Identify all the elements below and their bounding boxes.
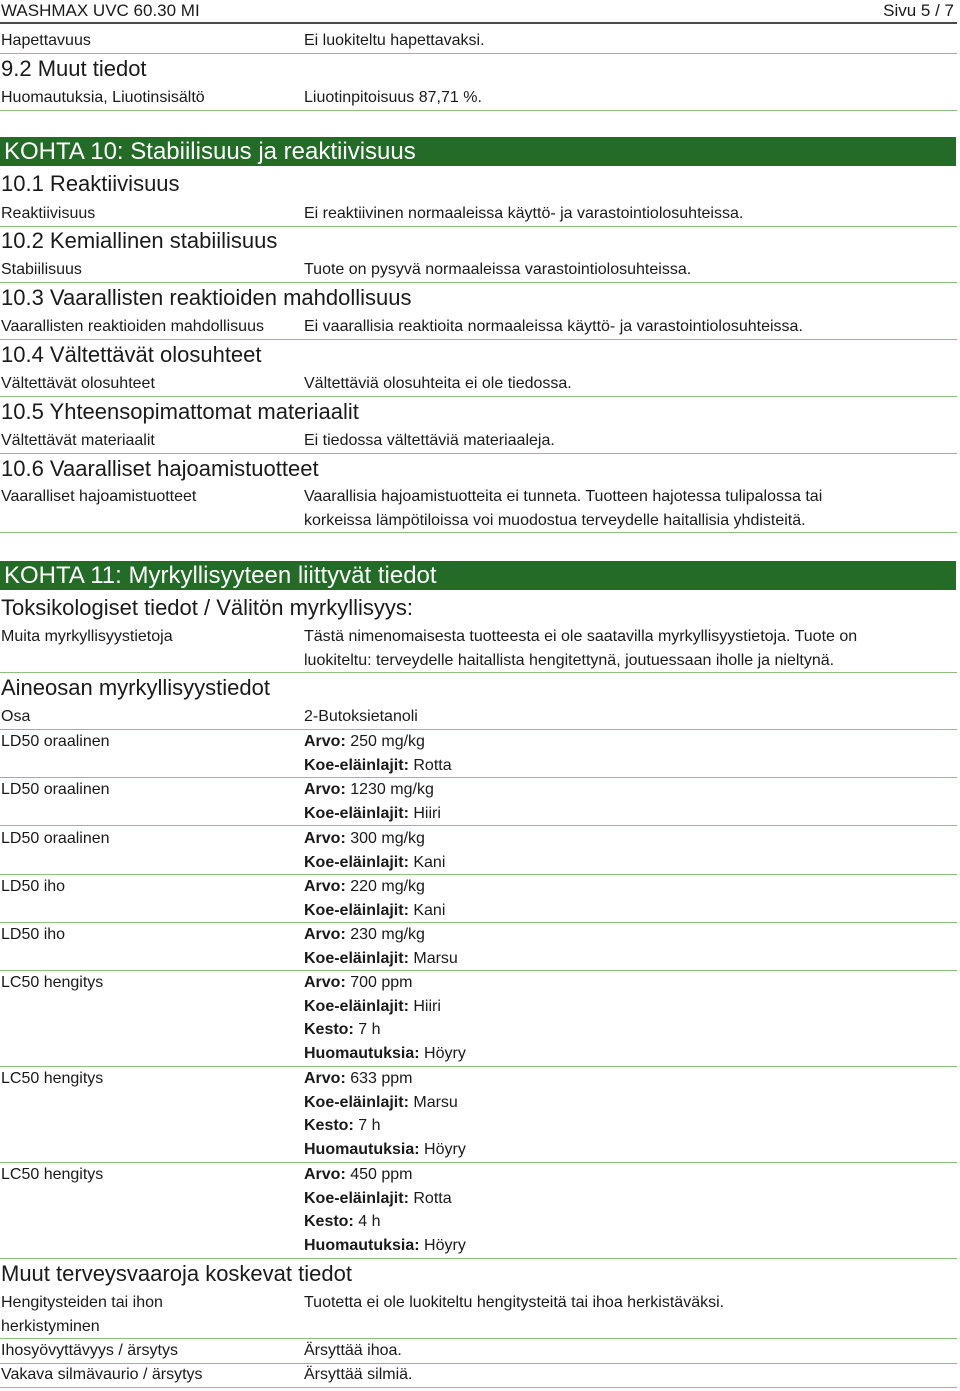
species-key: Koe-eläinlajit: xyxy=(304,804,409,822)
arvo-value: 633 ppm xyxy=(350,1070,413,1087)
arvo-value: 300 mg/kg xyxy=(350,830,425,847)
note-key: Huomautuksia: xyxy=(304,1140,420,1158)
value-key: Arvo: xyxy=(304,1070,346,1087)
entry-values xyxy=(304,923,954,970)
entry-values xyxy=(304,875,954,922)
page-number: Sivu 5 / 7 xyxy=(883,1,954,20)
row-label: Vaaralliset hajoamistuotteet xyxy=(1,488,197,505)
entry-label: LD50 oraalinen xyxy=(1,781,110,798)
tox-entry xyxy=(0,875,957,923)
row-value xyxy=(304,485,954,532)
value-key: Arvo: xyxy=(304,974,346,991)
row-value: Tuote on pysyvä normaaleissa varastointiolosuhteissa. xyxy=(304,261,692,278)
duration-key: Kesto: xyxy=(304,1021,354,1038)
row-value: Ei luokiteltu hapettavaksi. xyxy=(304,32,485,49)
value-key: Arvo: xyxy=(304,878,346,895)
row-label: Vaarallisten reaktioiden mahdollisuus xyxy=(1,318,264,335)
row-value: Ei tiedossa vältettäviä materiaaleja. xyxy=(304,432,555,449)
row-value: Vältettäviä olosuhteita ei ole tiedossa. xyxy=(304,375,572,392)
other-hazards-heading: Muut terveysvaaroja koskevat tiedot xyxy=(1,1261,352,1286)
arvo-value: 250 mg/kg xyxy=(350,733,425,750)
note-value: Höyry xyxy=(424,1044,466,1062)
row-value: Tuotetta ei ole luokiteltu hengitysteitä tai ihoa herkistäväksi. xyxy=(304,1294,725,1311)
value-key: Arvo: xyxy=(304,733,346,750)
tox-entry xyxy=(0,778,957,826)
entry-values xyxy=(304,778,954,825)
heading-9-2: 9.2 Muut tiedot xyxy=(1,56,147,81)
row-label: Huomautuksia, Liuotinsisältö xyxy=(1,89,205,106)
row-value-line: korkeissa lämpötiloissa voi muodostua terveydelle haitallisia yhdisteitä. xyxy=(304,511,806,529)
value-key: Arvo: xyxy=(304,1166,346,1183)
heading-10-6: 10.6 Vaaralliset hajoamistuotteet xyxy=(1,456,319,481)
row-label: Osa xyxy=(1,708,31,725)
entry-values xyxy=(304,827,954,874)
species-value: Hiiri xyxy=(413,997,441,1015)
arvo-value: 1230 mg/kg xyxy=(350,781,434,798)
species-value: Hiiri xyxy=(413,804,441,822)
duration-value: 7 h xyxy=(358,1117,381,1134)
entry-values xyxy=(304,1163,954,1257)
entry-values xyxy=(304,1067,954,1161)
stability-row xyxy=(0,258,957,283)
entry-values xyxy=(304,971,954,1065)
species-key: Koe-eläinlajit: xyxy=(304,901,409,919)
arvo-value: 230 mg/kg xyxy=(350,926,425,943)
row-label-line: Hengitysteiden tai ihon xyxy=(1,1294,163,1311)
component-heading: Aineosan myrkyllisyystiedot xyxy=(1,675,270,700)
value-key: Arvo: xyxy=(304,781,346,798)
row-label: Vältettävät materiaalit xyxy=(1,432,155,449)
sensitization-row xyxy=(0,1291,957,1339)
tox-entry xyxy=(0,1067,957,1163)
arvo-value: 220 mg/kg xyxy=(350,878,425,895)
heading-10-5: 10.5 Yhteensopimattomat materiaalit xyxy=(1,399,359,424)
row-label: Reaktiivisuus xyxy=(1,205,96,222)
species-value: Rotta xyxy=(413,1189,452,1207)
tox-entry xyxy=(0,730,957,778)
species-key: Koe-eläinlajit: xyxy=(304,1189,409,1207)
species-value: Kani xyxy=(413,853,446,871)
tox-entry xyxy=(0,971,957,1067)
row-value: 2-Butoksietanoli xyxy=(304,708,418,725)
heading-10-4: 10.4 Vältettävät olosuhteet xyxy=(1,342,262,367)
row-value: Ei vaarallisia reaktioita normaaleissa käyttö- ja varastointiolosuhteissa. xyxy=(304,318,803,335)
duration-key: Kesto: xyxy=(304,1117,354,1134)
tox-entry xyxy=(0,827,957,875)
row-value: Ei reaktiivinen normaaleissa käyttö- ja varastointiolosuhteissa. xyxy=(304,205,744,222)
skin-irritation-row xyxy=(0,1339,957,1364)
duration-key: Kesto: xyxy=(304,1213,354,1230)
section-11-band xyxy=(0,561,956,590)
entry-label: LC50 hengitys xyxy=(1,1166,104,1183)
row-label: Hapettavuus xyxy=(1,32,91,49)
entry-label: LD50 oraalinen xyxy=(1,830,110,847)
row-value: Ärsyttää ihoa. xyxy=(304,1342,402,1359)
heading-10-2: 10.2 Kemiallinen stabiilisuus xyxy=(1,228,278,253)
solvent-row xyxy=(0,86,957,111)
species-value: Marsu xyxy=(413,1093,458,1111)
note-value: Höyry xyxy=(424,1140,466,1158)
row-value-line: Tästä nimenomaisesta tuotteesta ei ole saatavilla myrkyllisyystietoja. Tuote on xyxy=(304,628,858,645)
decomposition-row xyxy=(0,485,957,533)
value-key: Arvo: xyxy=(304,830,346,847)
row-value-line: luokiteltu: terveydelle haitallista hengitettynä, joutuessaan iholle ja nieltynä. xyxy=(304,651,835,669)
row-label-line: herkistyminen xyxy=(1,1317,100,1335)
section-10-band xyxy=(0,137,956,166)
tox-entry xyxy=(0,923,957,971)
species-key: Koe-eläinlajit: xyxy=(304,997,409,1015)
species-key: Koe-eläinlajit: xyxy=(304,853,409,871)
eye-damage-row xyxy=(0,1363,957,1388)
entry-label: LC50 hengitys xyxy=(1,974,104,991)
arvo-value: 450 ppm xyxy=(350,1166,413,1183)
row-label xyxy=(1,1291,163,1338)
section-11-title: KOHTA 11: Myrkyllisyyteen liittyvät tiedot xyxy=(4,562,437,589)
note-value: Höyry xyxy=(424,1236,466,1254)
species-value: Rotta xyxy=(413,756,452,774)
other-toxicity-row xyxy=(0,625,957,673)
row-label: Stabiilisuus xyxy=(1,261,82,278)
toxicology-heading: Toksikologiset tiedot / Välitön myrkyllisyys: xyxy=(1,595,414,620)
value-key: Arvo: xyxy=(304,926,346,943)
heading-10-3: 10.3 Vaarallisten reaktioiden mahdollisuus xyxy=(1,285,412,310)
conditions-row xyxy=(0,372,957,397)
species-key: Koe-eläinlajit: xyxy=(304,756,409,774)
entry-label: LD50 iho xyxy=(1,878,66,895)
row-value xyxy=(304,625,954,672)
row-label: Muita myrkyllisyystietoja xyxy=(1,628,173,645)
arvo-value: 700 ppm xyxy=(350,974,413,991)
row-value: Liuotinpitoisuus 87,71 %. xyxy=(304,89,482,106)
page-header xyxy=(0,0,957,24)
note-key: Huomautuksia: xyxy=(304,1236,420,1254)
component-row xyxy=(0,705,957,730)
section-10-title: KOHTA 10: Stabiilisuus ja reaktiivisuus xyxy=(4,138,416,165)
duration-value: 4 h xyxy=(358,1213,381,1230)
reactivity-row xyxy=(0,202,957,227)
species-value: Kani xyxy=(413,901,446,919)
document-title: WASHMAX UVC 60.30 MI xyxy=(1,1,200,20)
entry-values xyxy=(304,730,954,777)
entry-label: LD50 iho xyxy=(1,926,66,943)
duration-value: 7 h xyxy=(358,1021,381,1038)
entry-label: LD50 oraalinen xyxy=(1,733,110,750)
row-value: Ärsyttää silmiä. xyxy=(304,1366,413,1383)
entry-label: LC50 hengitys xyxy=(1,1070,104,1087)
species-key: Koe-eläinlajit: xyxy=(304,949,409,967)
row-label: Ihosyövyttävyys / ärsytys xyxy=(1,1342,178,1359)
note-key: Huomautuksia: xyxy=(304,1044,420,1062)
heading-10-1: 10.1 Reaktiivisuus xyxy=(1,171,180,196)
oxidizing-row xyxy=(0,29,957,54)
row-label: Vältettävät olosuhteet xyxy=(1,375,155,392)
species-value: Marsu xyxy=(413,949,458,967)
row-label: Vakava silmävaurio / ärsytys xyxy=(1,1366,203,1383)
row-value-line: Vaarallisia hajoamistuotteita ei tunneta. Tuotteen hajotessa tulipalossa tai xyxy=(304,488,823,505)
tox-entry xyxy=(0,1163,957,1259)
species-key: Koe-eläinlajit: xyxy=(304,1093,409,1111)
materials-row xyxy=(0,429,957,454)
hazardous-reactions-row xyxy=(0,315,957,340)
